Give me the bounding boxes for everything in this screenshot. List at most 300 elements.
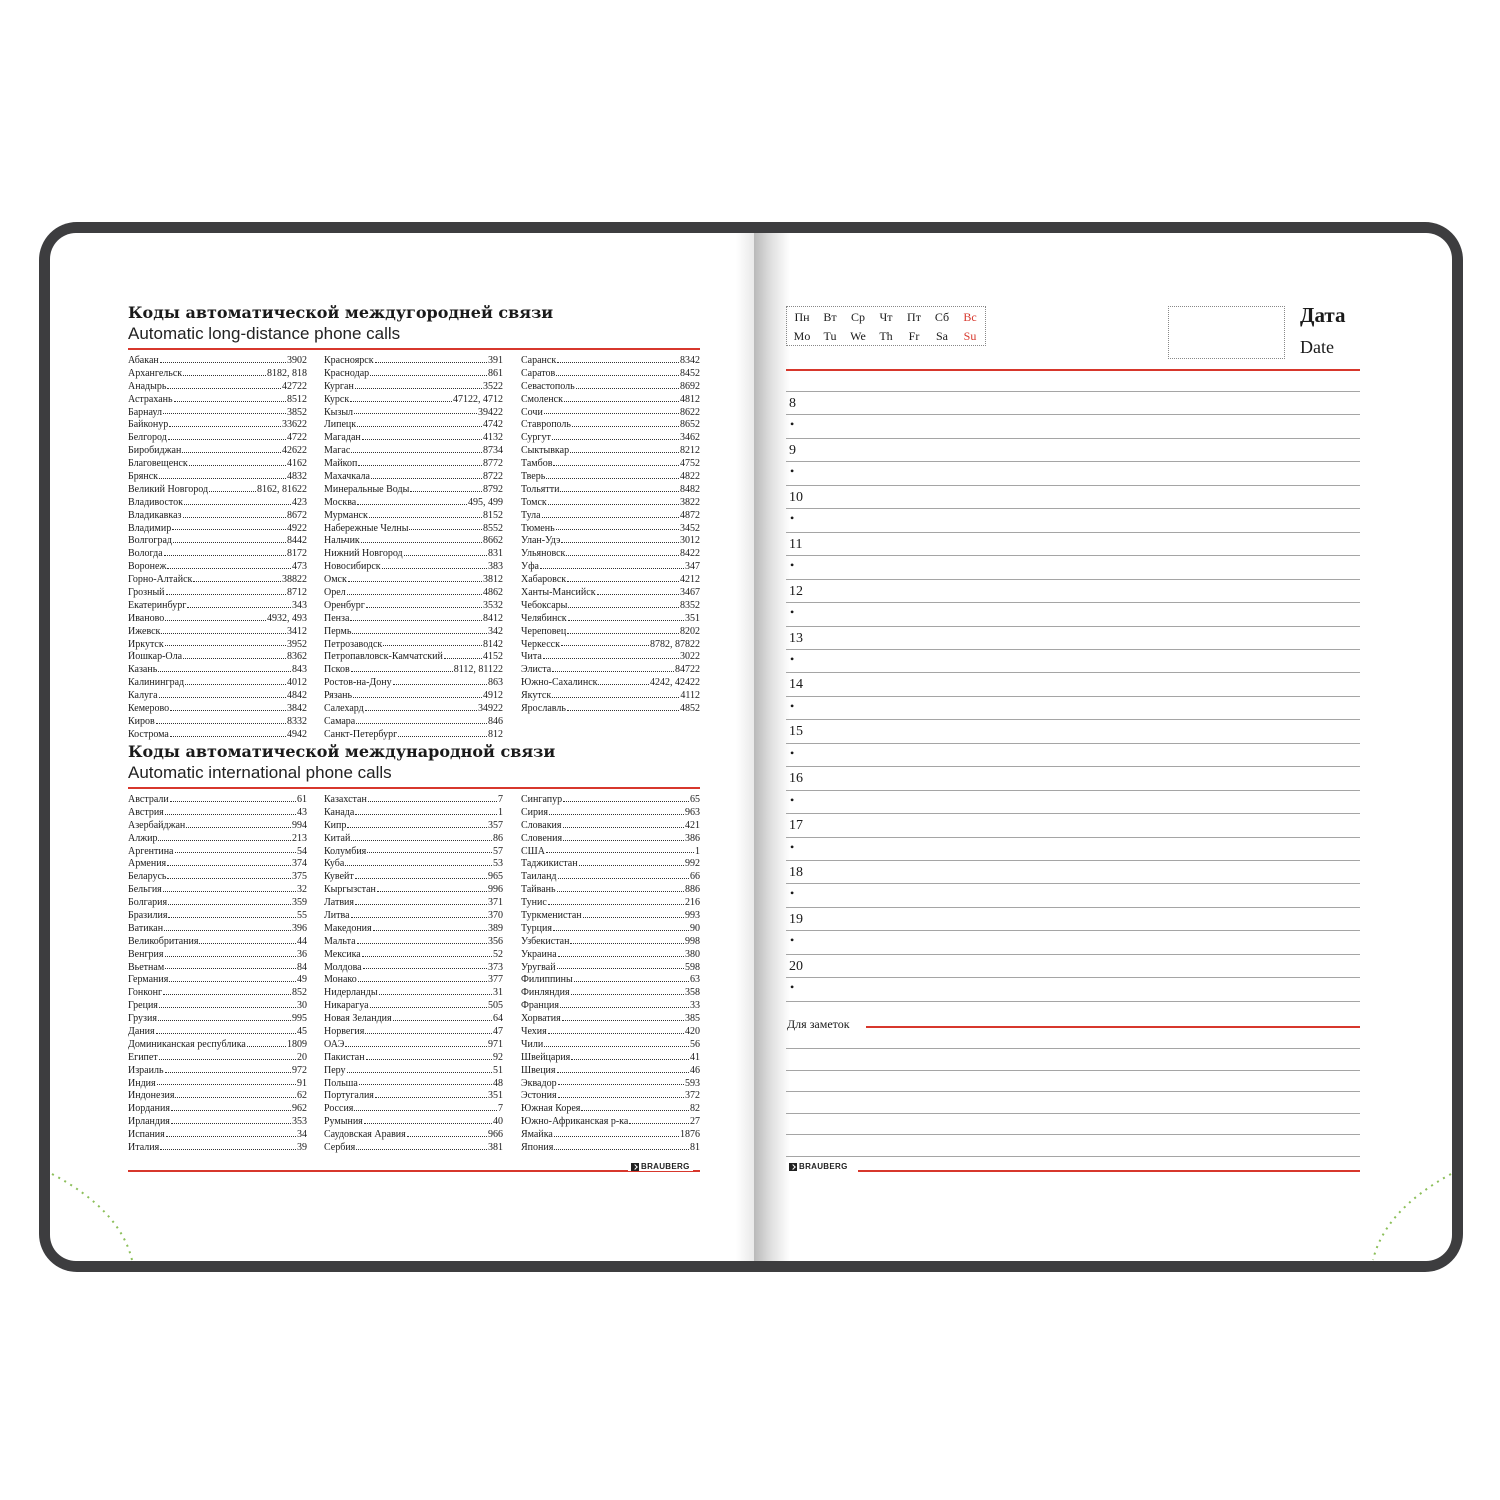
dot-leader — [598, 684, 649, 685]
code-name: Пенза — [324, 612, 350, 624]
weekday-en[interactable]: Mo — [793, 329, 811, 343]
code-name: Латвия — [324, 897, 355, 909]
code-value: 46 — [690, 1064, 700, 1076]
code-row — [521, 794, 700, 807]
dot-leader — [556, 375, 679, 376]
code-value: 473 — [292, 561, 307, 573]
code-name: Испания — [128, 1129, 165, 1141]
weekday-en[interactable]: Su — [963, 329, 977, 343]
code-name: Рязань — [324, 690, 353, 702]
code-value: 3462 — [680, 432, 700, 444]
schedule-line[interactable] — [786, 860, 1360, 861]
code-row — [128, 587, 307, 600]
code-row — [128, 846, 307, 859]
code-value: 33622 — [282, 419, 307, 431]
schedule-line[interactable] — [786, 790, 1360, 791]
code-row — [521, 910, 700, 923]
schedule-line[interactable] — [786, 461, 1360, 462]
code-name: Филиппины — [521, 974, 573, 986]
code-value: 593 — [685, 1077, 700, 1089]
code-name: Владимир — [128, 522, 172, 534]
code-name: Кострома — [128, 728, 169, 740]
notes-line[interactable] — [786, 1156, 1360, 1157]
code-row — [324, 729, 503, 742]
code-value: 962 — [292, 1103, 307, 1115]
dot-leader — [186, 827, 291, 828]
code-name: Австрия — [128, 806, 164, 818]
code-name: Норвегия — [324, 1026, 365, 1038]
code-value: 356 — [488, 935, 503, 947]
code-row — [128, 923, 307, 936]
code-value: 420 — [685, 1026, 700, 1038]
dot-leader — [548, 904, 684, 905]
code-value: 389 — [488, 922, 503, 934]
half-hour-bullet: • — [790, 417, 795, 431]
schedule-line[interactable] — [786, 930, 1360, 931]
code-name: Египет — [128, 1051, 158, 1063]
code-row — [521, 613, 700, 626]
code-row — [521, 923, 700, 936]
date-label-ru: Дата — [1300, 303, 1346, 327]
schedule-line[interactable] — [786, 485, 1360, 486]
code-name: Салехард — [324, 703, 364, 715]
code-row — [324, 548, 503, 561]
code-row — [521, 858, 700, 871]
brand-check-icon — [789, 1163, 797, 1171]
code-name: Йошкар-Ола — [128, 651, 183, 663]
dot-leader — [355, 814, 497, 815]
schedule-line[interactable] — [786, 907, 1360, 908]
code-row — [324, 368, 503, 381]
dot-leader — [557, 362, 679, 363]
weekday-en[interactable]: Th — [879, 329, 893, 343]
dot-leader — [546, 852, 694, 853]
code-row — [324, 600, 503, 613]
code-row — [128, 484, 307, 497]
code-row — [521, 949, 700, 962]
hour-label: 20 — [789, 959, 803, 974]
code-row — [521, 820, 700, 833]
code-row — [324, 936, 503, 949]
weekday-ru[interactable]: Вт — [823, 310, 837, 324]
schedule-line[interactable] — [786, 837, 1360, 838]
code-name: Япония — [521, 1142, 554, 1154]
code-row — [521, 651, 700, 664]
hour-label: 8 — [789, 396, 796, 411]
code-value: 1 — [695, 845, 700, 857]
dot-leader — [554, 1149, 689, 1150]
code-name: Красноярск — [324, 355, 374, 366]
schedule-line[interactable] — [786, 602, 1360, 603]
schedule-line[interactable] — [786, 532, 1360, 533]
notes-line[interactable] — [786, 1048, 1360, 1049]
code-row — [521, 458, 700, 471]
half-hour-bullet: • — [790, 511, 795, 525]
code-row — [324, 535, 503, 548]
code-value: 3412 — [287, 625, 307, 637]
code-value: 1876 — [680, 1129, 700, 1141]
dot-leader — [375, 1097, 487, 1098]
code-row — [521, 1142, 700, 1155]
weekday-ru[interactable]: Пн — [794, 310, 810, 324]
code-row — [324, 923, 503, 936]
right-footer-rule — [858, 1170, 1360, 1172]
schedule-line[interactable] — [786, 813, 1360, 814]
dot-leader — [365, 1033, 492, 1034]
international-column-3 — [521, 794, 700, 1155]
code-value: 8652 — [680, 419, 700, 431]
hour-label: 11 — [789, 537, 803, 552]
code-name: Владикавказ — [128, 509, 182, 521]
code-row — [128, 600, 307, 613]
schedule-line[interactable] — [786, 626, 1360, 627]
dot-leader — [159, 1059, 296, 1060]
code-name: Южная Корея — [521, 1103, 581, 1115]
dot-leader — [363, 968, 487, 969]
code-value: 383 — [488, 561, 503, 573]
code-value: 27 — [690, 1116, 700, 1128]
dot-leader — [347, 827, 487, 828]
code-value: 90 — [690, 922, 700, 934]
code-name: Анадырь — [128, 380, 167, 392]
dot-leader — [629, 1123, 689, 1124]
code-value: 993 — [685, 910, 700, 922]
code-row — [324, 846, 503, 859]
code-name: Чита — [521, 651, 542, 663]
code-value: 372 — [685, 1090, 700, 1102]
code-name: Минеральные Воды — [324, 483, 410, 495]
dot-leader — [170, 736, 286, 737]
code-row — [128, 355, 307, 368]
code-name: Швейцария — [521, 1051, 571, 1063]
code-value: 39 — [297, 1142, 307, 1154]
code-name: Архангельск — [128, 367, 183, 379]
dot-leader — [165, 1072, 291, 1073]
dot-leader — [193, 581, 281, 582]
code-row — [324, 897, 503, 910]
code-name: Никарагуа — [324, 1000, 369, 1012]
dot-leader — [199, 943, 296, 944]
dot-leader — [158, 840, 291, 841]
code-name: Петропавловск-Камчатский — [324, 651, 443, 663]
date-field[interactable] — [1168, 306, 1285, 359]
notes-line[interactable] — [786, 1070, 1360, 1071]
code-row — [521, 639, 700, 652]
code-name: Индонезия — [128, 1090, 175, 1102]
code-row — [128, 936, 307, 949]
code-row — [128, 1052, 307, 1065]
dot-leader — [558, 1084, 684, 1085]
hour-label: 15 — [789, 724, 803, 739]
weekday-ru[interactable]: Пт — [907, 310, 921, 324]
code-value: 3902 — [287, 355, 307, 366]
code-value: 3532 — [483, 599, 503, 611]
dot-leader — [366, 607, 482, 608]
code-name: Дания — [128, 1026, 155, 1038]
code-name: ОАЭ — [324, 1038, 345, 1050]
dot-leader — [345, 1046, 487, 1047]
code-row — [521, 561, 700, 574]
code-row — [521, 535, 700, 548]
half-hour-bullet: • — [790, 886, 795, 900]
dot-leader — [562, 1020, 684, 1021]
code-name: Колумбия — [324, 845, 367, 857]
code-value: 994 — [292, 819, 307, 831]
code-value: 8362 — [287, 651, 307, 663]
weekday-ru[interactable]: Ср — [850, 310, 865, 324]
code-row — [128, 884, 307, 897]
half-hour-bullet: • — [790, 605, 795, 619]
half-hour-bullet: • — [790, 558, 795, 572]
code-row — [521, 574, 700, 587]
schedule-line[interactable] — [786, 391, 1360, 392]
code-name: Ямайка — [521, 1129, 553, 1141]
schedule-line[interactable] — [786, 1001, 1360, 1002]
notes-line[interactable] — [786, 1091, 1360, 1092]
dot-leader — [561, 542, 679, 543]
code-value: 353 — [292, 1116, 307, 1128]
code-name: Курган — [324, 380, 354, 392]
code-value: 20 — [297, 1051, 307, 1063]
dot-leader — [377, 891, 487, 892]
weekday-ru[interactable]: Чт — [879, 310, 893, 324]
notes-rule — [866, 1026, 1360, 1028]
code-name: Тула — [521, 509, 541, 521]
schedule-line[interactable] — [786, 414, 1360, 415]
code-value: 359 — [292, 897, 307, 909]
hour-label: 14 — [789, 677, 803, 692]
schedule-line[interactable] — [786, 555, 1360, 556]
code-row — [324, 949, 503, 962]
code-value: 40 — [493, 1116, 503, 1128]
code-row — [128, 394, 307, 407]
dot-leader — [163, 891, 296, 892]
code-name: Перу — [324, 1064, 346, 1076]
code-row — [324, 651, 503, 664]
code-row — [324, 974, 503, 987]
code-value: 34 — [297, 1129, 307, 1141]
code-value: 7 — [498, 1103, 503, 1115]
dot-leader — [167, 388, 281, 389]
schedule-line[interactable] — [786, 438, 1360, 439]
code-row — [128, 407, 307, 420]
code-value: 3852 — [287, 406, 307, 418]
code-value: 4822 — [680, 471, 700, 483]
code-name: Великий Новгород — [128, 483, 209, 495]
code-name: Швеция — [521, 1064, 556, 1076]
code-name: Словакия — [521, 819, 562, 831]
code-row — [324, 471, 503, 484]
code-value: 3452 — [680, 522, 700, 534]
dot-leader — [566, 555, 679, 556]
code-name: Тамбов — [521, 458, 553, 470]
weekday-en[interactable]: We — [850, 329, 866, 343]
code-row — [128, 1065, 307, 1078]
schedule-line[interactable] — [786, 649, 1360, 650]
code-name: Киров — [128, 715, 155, 727]
notes-line[interactable] — [786, 1134, 1360, 1135]
dot-leader — [574, 981, 689, 982]
dot-leader — [557, 968, 684, 969]
code-value: 8162, 81622 — [257, 483, 307, 495]
code-row — [521, 471, 700, 484]
dot-leader — [370, 375, 487, 376]
code-row — [324, 613, 503, 626]
code-value: 4912 — [483, 690, 503, 702]
dot-leader — [554, 1136, 679, 1137]
code-name: Иркутск — [128, 638, 164, 650]
hour-label: 12 — [789, 584, 803, 599]
code-row — [128, 1090, 307, 1103]
code-value: 385 — [685, 1013, 700, 1025]
international-column-2 — [324, 794, 503, 1155]
weekday-ru[interactable]: Вс — [963, 310, 977, 324]
code-row — [128, 1116, 307, 1129]
code-name: Ижевск — [128, 625, 161, 637]
code-name: Магас — [324, 445, 351, 457]
corner-stitching-left — [50, 1170, 140, 1262]
code-value: 4152 — [483, 651, 503, 663]
code-value: 4242, 42422 — [650, 677, 700, 689]
code-value: 216 — [685, 897, 700, 909]
code-name: Астрахань — [128, 393, 173, 405]
dot-leader — [552, 671, 674, 672]
dot-leader — [170, 710, 286, 711]
code-value: 84 — [297, 961, 307, 973]
code-row — [128, 381, 307, 394]
code-value: 8422 — [680, 548, 700, 560]
dot-leader — [552, 439, 679, 440]
code-row — [128, 548, 307, 561]
dot-leader — [189, 465, 286, 466]
brand-check-icon — [631, 1163, 639, 1171]
schedule-line[interactable] — [786, 696, 1360, 697]
brand-name-right: BRAUBERG — [799, 1162, 848, 1171]
long-distance-title-ru: Коды автоматической междугородней связи — [128, 303, 554, 322]
code-name: Чебоксары — [521, 599, 568, 611]
code-name: Словения — [521, 832, 563, 844]
code-value: 374 — [292, 858, 307, 870]
schedule-line[interactable] — [786, 672, 1360, 673]
code-row — [128, 574, 307, 587]
code-row — [324, 407, 503, 420]
dot-leader — [351, 671, 453, 672]
code-row — [521, 833, 700, 846]
notes-label: Для заметок — [787, 1017, 850, 1031]
code-value: 213 — [292, 832, 307, 844]
code-value: 8332 — [287, 715, 307, 727]
code-row — [128, 561, 307, 574]
code-value: 51 — [493, 1064, 503, 1076]
code-row — [128, 1103, 307, 1116]
dot-leader — [548, 504, 679, 505]
code-value: 3812 — [483, 574, 503, 586]
code-row — [521, 1026, 700, 1039]
code-name: Италия — [128, 1142, 160, 1154]
dot-leader — [187, 607, 291, 608]
code-row — [128, 535, 307, 548]
dot-leader — [172, 529, 286, 530]
code-value: 4132 — [483, 432, 503, 444]
schedule-line[interactable] — [786, 743, 1360, 744]
code-name: Орел — [324, 587, 346, 599]
code-name: Воронеж — [128, 561, 167, 573]
schedule-line[interactable] — [786, 719, 1360, 720]
schedule-line[interactable] — [786, 954, 1360, 955]
code-value: 846 — [488, 715, 503, 727]
schedule-line[interactable] — [786, 508, 1360, 509]
dot-leader — [168, 917, 296, 918]
dot-leader — [561, 645, 649, 646]
international-rule — [128, 787, 700, 789]
dot-leader — [563, 801, 689, 802]
schedule-line[interactable] — [786, 766, 1360, 767]
dot-leader — [570, 452, 679, 453]
weekday-ru[interactable]: Сб — [934, 310, 950, 324]
schedule-line[interactable] — [786, 977, 1360, 978]
dot-leader — [167, 568, 291, 569]
code-row — [324, 1142, 503, 1155]
code-name: Владивосток — [128, 496, 183, 508]
code-value: 377 — [488, 974, 503, 986]
dot-leader — [542, 517, 679, 518]
dot-leader — [168, 439, 286, 440]
code-value: 843 — [292, 664, 307, 676]
weekday-en[interactable]: Fr — [908, 329, 920, 343]
code-value: 61 — [297, 794, 307, 805]
hour-label: 19 — [789, 912, 803, 927]
notes-line[interactable] — [786, 1113, 1360, 1114]
code-name: Кыргызстан — [324, 884, 376, 896]
code-name: Вьетнам — [128, 961, 165, 973]
code-row — [324, 794, 503, 807]
code-row — [324, 858, 503, 871]
weekday-en[interactable]: Tu — [823, 329, 837, 343]
code-row — [521, 523, 700, 536]
code-name: Молдова — [324, 961, 362, 973]
dot-leader — [358, 981, 487, 982]
code-name: Самара — [324, 715, 356, 727]
code-row — [521, 381, 700, 394]
code-row — [324, 703, 503, 716]
weekday-en[interactable]: Sa — [936, 329, 948, 343]
code-row — [521, 600, 700, 613]
code-name: Иордания — [128, 1103, 170, 1115]
code-row — [324, 381, 503, 394]
schedule-line[interactable] — [786, 883, 1360, 884]
code-name: Саранск — [521, 355, 557, 366]
dot-leader — [373, 930, 487, 931]
schedule-line[interactable] — [786, 579, 1360, 580]
code-name: Сыктывкар — [521, 445, 570, 457]
dot-leader — [543, 658, 679, 659]
dot-leader — [163, 994, 291, 995]
code-name: Санкт-Петербург — [324, 728, 398, 740]
code-value: 8202 — [680, 625, 700, 637]
code-name: Курск — [324, 393, 350, 405]
dot-leader — [183, 658, 286, 659]
code-name: Румыния — [324, 1116, 363, 1128]
code-row — [128, 613, 307, 626]
code-row — [128, 703, 307, 716]
code-name: Улан-Удэ — [521, 535, 561, 547]
code-row — [521, 548, 700, 561]
dot-leader — [353, 697, 482, 698]
code-row — [128, 471, 307, 484]
code-value: 371 — [488, 897, 503, 909]
dot-leader — [168, 904, 291, 905]
dot-leader — [169, 981, 296, 982]
